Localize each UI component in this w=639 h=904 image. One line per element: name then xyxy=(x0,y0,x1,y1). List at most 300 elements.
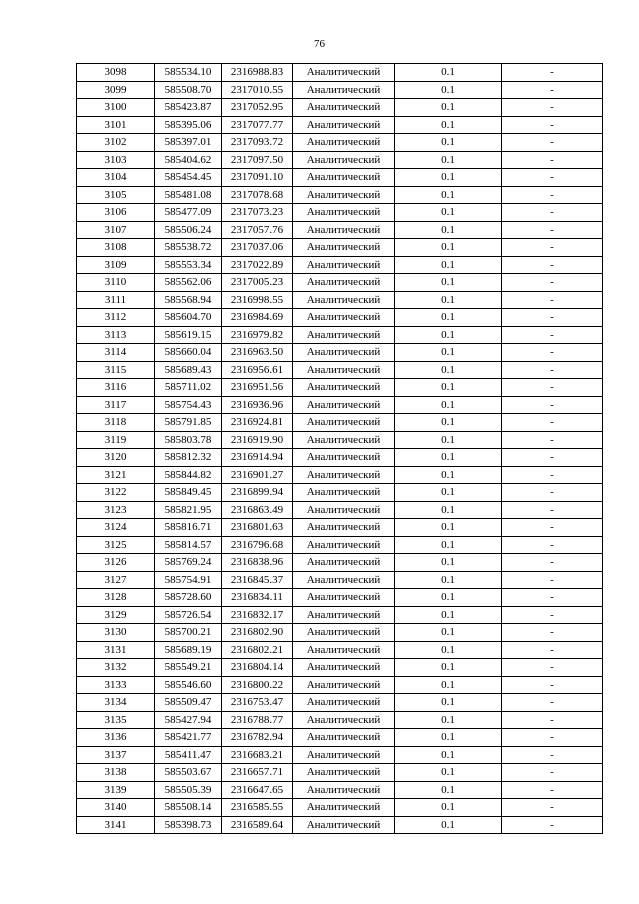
point-number-cell: 3138 xyxy=(77,764,155,782)
note-cell: - xyxy=(502,379,603,397)
method-cell: Аналитический xyxy=(293,64,395,82)
accuracy-cell: 0.1 xyxy=(395,571,502,589)
page-number: 76 xyxy=(314,38,325,50)
accuracy-cell: 0.1 xyxy=(395,781,502,799)
note-cell: - xyxy=(502,256,603,274)
point-number-cell: 3123 xyxy=(77,501,155,519)
table-row xyxy=(77,414,603,432)
accuracy-cell: 0.1 xyxy=(395,466,502,484)
note-cell: - xyxy=(502,711,603,729)
x-coordinate-cell: 585849.45 xyxy=(155,484,222,502)
accuracy-cell: 0.1 xyxy=(395,379,502,397)
table-row xyxy=(77,816,603,834)
x-coordinate-cell: 585398.73 xyxy=(155,816,222,834)
table-row xyxy=(77,256,603,274)
method-cell: Аналитический xyxy=(293,764,395,782)
point-number-cell: 3098 xyxy=(77,64,155,82)
point-number-cell: 3111 xyxy=(77,291,155,309)
method-cell: Аналитический xyxy=(293,379,395,397)
note-cell: - xyxy=(502,431,603,449)
y-coordinate-cell: 2316782.94 xyxy=(222,729,293,747)
y-coordinate-cell: 2316998.55 xyxy=(222,291,293,309)
x-coordinate-cell: 585726.54 xyxy=(155,606,222,624)
method-cell: Аналитический xyxy=(293,169,395,187)
method-cell: Аналитический xyxy=(293,361,395,379)
x-coordinate-cell: 585481.08 xyxy=(155,186,222,204)
point-number-cell: 3137 xyxy=(77,746,155,764)
accuracy-cell: 0.1 xyxy=(395,81,502,99)
accuracy-cell: 0.1 xyxy=(395,361,502,379)
point-number-cell: 3108 xyxy=(77,239,155,257)
y-coordinate-cell: 2316647.65 xyxy=(222,781,293,799)
note-cell: - xyxy=(502,151,603,169)
note-cell: - xyxy=(502,694,603,712)
table-row xyxy=(77,116,603,134)
x-coordinate-cell: 585791.85 xyxy=(155,414,222,432)
x-coordinate-cell: 585562.06 xyxy=(155,274,222,292)
method-cell: Аналитический xyxy=(293,519,395,537)
y-coordinate-cell: 2317022.89 xyxy=(222,256,293,274)
table-row xyxy=(77,536,603,554)
accuracy-cell: 0.1 xyxy=(395,274,502,292)
y-coordinate-cell: 2316984.69 xyxy=(222,309,293,327)
x-coordinate-cell: 585397.01 xyxy=(155,134,222,152)
accuracy-cell: 0.1 xyxy=(395,431,502,449)
table-row xyxy=(77,326,603,344)
method-cell: Аналитический xyxy=(293,536,395,554)
method-cell: Аналитический xyxy=(293,414,395,432)
point-number-cell: 3101 xyxy=(77,116,155,134)
accuracy-cell: 0.1 xyxy=(395,326,502,344)
point-number-cell: 3102 xyxy=(77,134,155,152)
point-number-cell: 3136 xyxy=(77,729,155,747)
y-coordinate-cell: 2316863.49 xyxy=(222,501,293,519)
x-coordinate-cell: 585728.60 xyxy=(155,589,222,607)
y-coordinate-cell: 2316956.61 xyxy=(222,361,293,379)
accuracy-cell: 0.1 xyxy=(395,711,502,729)
accuracy-cell: 0.1 xyxy=(395,729,502,747)
table-row xyxy=(77,659,603,677)
accuracy-cell: 0.1 xyxy=(395,414,502,432)
method-cell: Аналитический xyxy=(293,466,395,484)
method-cell: Аналитический xyxy=(293,746,395,764)
y-coordinate-cell: 2316800.22 xyxy=(222,676,293,694)
table-row xyxy=(77,519,603,537)
accuracy-cell: 0.1 xyxy=(395,344,502,362)
table-row xyxy=(77,151,603,169)
note-cell: - xyxy=(502,204,603,222)
point-number-cell: 3140 xyxy=(77,799,155,817)
x-coordinate-cell: 585421.77 xyxy=(155,729,222,747)
y-coordinate-cell: 2317097.50 xyxy=(222,151,293,169)
point-number-cell: 3100 xyxy=(77,99,155,117)
note-cell: - xyxy=(502,309,603,327)
x-coordinate-cell: 585821.95 xyxy=(155,501,222,519)
x-coordinate-cell: 585700.21 xyxy=(155,624,222,642)
point-number-cell: 3120 xyxy=(77,449,155,467)
table-row xyxy=(77,589,603,607)
method-cell: Аналитический xyxy=(293,291,395,309)
accuracy-cell: 0.1 xyxy=(395,641,502,659)
accuracy-cell: 0.1 xyxy=(395,221,502,239)
point-number-cell: 3132 xyxy=(77,659,155,677)
table-row xyxy=(77,431,603,449)
accuracy-cell: 0.1 xyxy=(395,169,502,187)
y-coordinate-cell: 2316796.68 xyxy=(222,536,293,554)
y-coordinate-cell: 2316924.81 xyxy=(222,414,293,432)
table-row xyxy=(77,606,603,624)
y-coordinate-cell: 2316899.94 xyxy=(222,484,293,502)
accuracy-cell: 0.1 xyxy=(395,116,502,134)
method-cell: Аналитический xyxy=(293,484,395,502)
method-cell: Аналитический xyxy=(293,659,395,677)
y-coordinate-cell: 2316834.11 xyxy=(222,589,293,607)
point-number-cell: 3116 xyxy=(77,379,155,397)
method-cell: Аналитический xyxy=(293,449,395,467)
x-coordinate-cell: 585411.47 xyxy=(155,746,222,764)
note-cell: - xyxy=(502,624,603,642)
note-cell: - xyxy=(502,589,603,607)
accuracy-cell: 0.1 xyxy=(395,764,502,782)
point-number-cell: 3107 xyxy=(77,221,155,239)
table-row xyxy=(77,729,603,747)
table-row xyxy=(77,361,603,379)
table-row xyxy=(77,396,603,414)
y-coordinate-cell: 2316936.96 xyxy=(222,396,293,414)
point-number-cell: 3129 xyxy=(77,606,155,624)
point-number-cell: 3099 xyxy=(77,81,155,99)
table-row xyxy=(77,501,603,519)
method-cell: Аналитический xyxy=(293,554,395,572)
note-cell: - xyxy=(502,501,603,519)
accuracy-cell: 0.1 xyxy=(395,449,502,467)
note-cell: - xyxy=(502,134,603,152)
accuracy-cell: 0.1 xyxy=(395,501,502,519)
table-row xyxy=(77,676,603,694)
x-coordinate-cell: 585553.34 xyxy=(155,256,222,274)
method-cell: Аналитический xyxy=(293,116,395,134)
x-coordinate-cell: 585816.71 xyxy=(155,519,222,537)
point-number-cell: 3131 xyxy=(77,641,155,659)
point-number-cell: 3103 xyxy=(77,151,155,169)
table-row xyxy=(77,379,603,397)
x-coordinate-cell: 585754.43 xyxy=(155,396,222,414)
note-cell: - xyxy=(502,554,603,572)
note-cell: - xyxy=(502,344,603,362)
table-row xyxy=(77,694,603,712)
accuracy-cell: 0.1 xyxy=(395,554,502,572)
method-cell: Аналитический xyxy=(293,799,395,817)
method-cell: Аналитический xyxy=(293,186,395,204)
table-row xyxy=(77,746,603,764)
x-coordinate-cell: 585812.32 xyxy=(155,449,222,467)
table-row xyxy=(77,554,603,572)
note-cell: - xyxy=(502,484,603,502)
accuracy-cell: 0.1 xyxy=(395,396,502,414)
method-cell: Аналитический xyxy=(293,81,395,99)
x-coordinate-cell: 585689.43 xyxy=(155,361,222,379)
point-number-cell: 3104 xyxy=(77,169,155,187)
table-row xyxy=(77,134,603,152)
y-coordinate-cell: 2316802.90 xyxy=(222,624,293,642)
method-cell: Аналитический xyxy=(293,396,395,414)
y-coordinate-cell: 2317052.95 xyxy=(222,99,293,117)
x-coordinate-cell: 585711.02 xyxy=(155,379,222,397)
table-row xyxy=(77,291,603,309)
x-coordinate-cell: 585427.94 xyxy=(155,711,222,729)
method-cell: Аналитический xyxy=(293,204,395,222)
note-cell: - xyxy=(502,519,603,537)
y-coordinate-cell: 2317037.06 xyxy=(222,239,293,257)
x-coordinate-cell: 585508.14 xyxy=(155,799,222,817)
note-cell: - xyxy=(502,414,603,432)
point-number-cell: 3109 xyxy=(77,256,155,274)
method-cell: Аналитический xyxy=(293,151,395,169)
accuracy-cell: 0.1 xyxy=(395,536,502,554)
accuracy-cell: 0.1 xyxy=(395,694,502,712)
note-cell: - xyxy=(502,641,603,659)
method-cell: Аналитический xyxy=(293,326,395,344)
accuracy-cell: 0.1 xyxy=(395,606,502,624)
y-coordinate-cell: 2317093.72 xyxy=(222,134,293,152)
note-cell: - xyxy=(502,799,603,817)
x-coordinate-cell: 585844.82 xyxy=(155,466,222,484)
method-cell: Аналитический xyxy=(293,501,395,519)
y-coordinate-cell: 2316845.37 xyxy=(222,571,293,589)
table-row xyxy=(77,711,603,729)
table-row xyxy=(77,449,603,467)
table-row xyxy=(77,571,603,589)
table-row xyxy=(77,99,603,117)
table-row xyxy=(77,186,603,204)
y-coordinate-cell: 2316988.83 xyxy=(222,64,293,82)
point-number-cell: 3113 xyxy=(77,326,155,344)
y-coordinate-cell: 2316585.55 xyxy=(222,799,293,817)
note-cell: - xyxy=(502,274,603,292)
y-coordinate-cell: 2317078.68 xyxy=(222,186,293,204)
x-coordinate-cell: 585814.57 xyxy=(155,536,222,554)
accuracy-cell: 0.1 xyxy=(395,624,502,642)
method-cell: Аналитический xyxy=(293,641,395,659)
accuracy-cell: 0.1 xyxy=(395,256,502,274)
note-cell: - xyxy=(502,816,603,834)
y-coordinate-cell: 2316832.17 xyxy=(222,606,293,624)
note-cell: - xyxy=(502,781,603,799)
y-coordinate-cell: 2317091.10 xyxy=(222,169,293,187)
point-number-cell: 3135 xyxy=(77,711,155,729)
x-coordinate-cell: 585549.21 xyxy=(155,659,222,677)
accuracy-cell: 0.1 xyxy=(395,816,502,834)
method-cell: Аналитический xyxy=(293,274,395,292)
y-coordinate-cell: 2316657.71 xyxy=(222,764,293,782)
y-coordinate-cell: 2316801.63 xyxy=(222,519,293,537)
point-number-cell: 3115 xyxy=(77,361,155,379)
y-coordinate-cell: 2316901.27 xyxy=(222,466,293,484)
point-number-cell: 3121 xyxy=(77,466,155,484)
point-number-cell: 3130 xyxy=(77,624,155,642)
method-cell: Аналитический xyxy=(293,676,395,694)
method-cell: Аналитический xyxy=(293,134,395,152)
note-cell: - xyxy=(502,221,603,239)
note-cell: - xyxy=(502,676,603,694)
accuracy-cell: 0.1 xyxy=(395,204,502,222)
x-coordinate-cell: 585538.72 xyxy=(155,239,222,257)
note-cell: - xyxy=(502,396,603,414)
method-cell: Аналитический xyxy=(293,239,395,257)
x-coordinate-cell: 585803.78 xyxy=(155,431,222,449)
method-cell: Аналитический xyxy=(293,729,395,747)
note-cell: - xyxy=(502,81,603,99)
point-number-cell: 3118 xyxy=(77,414,155,432)
point-number-cell: 3125 xyxy=(77,536,155,554)
note-cell: - xyxy=(502,764,603,782)
note-cell: - xyxy=(502,449,603,467)
y-coordinate-cell: 2317077.77 xyxy=(222,116,293,134)
y-coordinate-cell: 2316951.56 xyxy=(222,379,293,397)
x-coordinate-cell: 585754.91 xyxy=(155,571,222,589)
note-cell: - xyxy=(502,466,603,484)
point-number-cell: 3139 xyxy=(77,781,155,799)
method-cell: Аналитический xyxy=(293,816,395,834)
y-coordinate-cell: 2317057.76 xyxy=(222,221,293,239)
x-coordinate-cell: 585568.94 xyxy=(155,291,222,309)
x-coordinate-cell: 585505.39 xyxy=(155,781,222,799)
x-coordinate-cell: 585546.60 xyxy=(155,676,222,694)
point-number-cell: 3112 xyxy=(77,309,155,327)
table-row xyxy=(77,221,603,239)
method-cell: Аналитический xyxy=(293,694,395,712)
method-cell: Аналитический xyxy=(293,221,395,239)
x-coordinate-cell: 585404.62 xyxy=(155,151,222,169)
y-coordinate-cell: 2316914.94 xyxy=(222,449,293,467)
accuracy-cell: 0.1 xyxy=(395,239,502,257)
y-coordinate-cell: 2316589.64 xyxy=(222,816,293,834)
accuracy-cell: 0.1 xyxy=(395,291,502,309)
accuracy-cell: 0.1 xyxy=(395,99,502,117)
accuracy-cell: 0.1 xyxy=(395,519,502,537)
y-coordinate-cell: 2316802.21 xyxy=(222,641,293,659)
x-coordinate-cell: 585506.24 xyxy=(155,221,222,239)
point-number-cell: 3141 xyxy=(77,816,155,834)
note-cell: - xyxy=(502,746,603,764)
method-cell: Аналитический xyxy=(293,606,395,624)
accuracy-cell: 0.1 xyxy=(395,151,502,169)
note-cell: - xyxy=(502,326,603,344)
y-coordinate-cell: 2316838.96 xyxy=(222,554,293,572)
accuracy-cell: 0.1 xyxy=(395,746,502,764)
note-cell: - xyxy=(502,606,603,624)
method-cell: Аналитический xyxy=(293,571,395,589)
table-row xyxy=(77,799,603,817)
accuracy-cell: 0.1 xyxy=(395,589,502,607)
point-number-cell: 3127 xyxy=(77,571,155,589)
point-number-cell: 3126 xyxy=(77,554,155,572)
table-row xyxy=(77,484,603,502)
x-coordinate-cell: 585619.15 xyxy=(155,326,222,344)
point-number-cell: 3122 xyxy=(77,484,155,502)
note-cell: - xyxy=(502,169,603,187)
point-number-cell: 3110 xyxy=(77,274,155,292)
accuracy-cell: 0.1 xyxy=(395,484,502,502)
method-cell: Аналитический xyxy=(293,711,395,729)
y-coordinate-cell: 2316963.50 xyxy=(222,344,293,362)
point-number-cell: 3133 xyxy=(77,676,155,694)
note-cell: - xyxy=(502,536,603,554)
point-number-cell: 3105 xyxy=(77,186,155,204)
note-cell: - xyxy=(502,186,603,204)
y-coordinate-cell: 2316979.82 xyxy=(222,326,293,344)
x-coordinate-cell: 585477.09 xyxy=(155,204,222,222)
table-row xyxy=(77,624,603,642)
table-row xyxy=(77,274,603,292)
point-number-cell: 3128 xyxy=(77,589,155,607)
point-number-cell: 3117 xyxy=(77,396,155,414)
table-row xyxy=(77,309,603,327)
method-cell: Аналитический xyxy=(293,589,395,607)
accuracy-cell: 0.1 xyxy=(395,659,502,677)
point-number-cell: 3124 xyxy=(77,519,155,537)
table-row xyxy=(77,64,603,82)
x-coordinate-cell: 585769.24 xyxy=(155,554,222,572)
point-number-cell: 3134 xyxy=(77,694,155,712)
method-cell: Аналитический xyxy=(293,344,395,362)
table-row xyxy=(77,169,603,187)
x-coordinate-cell: 585509.47 xyxy=(155,694,222,712)
y-coordinate-cell: 2317005.23 xyxy=(222,274,293,292)
note-cell: - xyxy=(502,729,603,747)
note-cell: - xyxy=(502,116,603,134)
y-coordinate-cell: 2316683.21 xyxy=(222,746,293,764)
table-row xyxy=(77,641,603,659)
coordinates-table xyxy=(76,63,603,834)
x-coordinate-cell: 585423.87 xyxy=(155,99,222,117)
method-cell: Аналитический xyxy=(293,99,395,117)
note-cell: - xyxy=(502,99,603,117)
x-coordinate-cell: 585395.06 xyxy=(155,116,222,134)
y-coordinate-cell: 2317010.55 xyxy=(222,81,293,99)
table-row xyxy=(77,764,603,782)
x-coordinate-cell: 585454.45 xyxy=(155,169,222,187)
note-cell: - xyxy=(502,659,603,677)
method-cell: Аналитический xyxy=(293,624,395,642)
method-cell: Аналитический xyxy=(293,309,395,327)
table-row xyxy=(77,781,603,799)
method-cell: Аналитический xyxy=(293,431,395,449)
table-row xyxy=(77,81,603,99)
y-coordinate-cell: 2316804.14 xyxy=(222,659,293,677)
table-body xyxy=(77,64,603,834)
note-cell: - xyxy=(502,64,603,82)
table-row xyxy=(77,239,603,257)
x-coordinate-cell: 585503.67 xyxy=(155,764,222,782)
accuracy-cell: 0.1 xyxy=(395,186,502,204)
y-coordinate-cell: 2317073.23 xyxy=(222,204,293,222)
accuracy-cell: 0.1 xyxy=(395,134,502,152)
accuracy-cell: 0.1 xyxy=(395,309,502,327)
x-coordinate-cell: 585660.04 xyxy=(155,344,222,362)
note-cell: - xyxy=(502,571,603,589)
note-cell: - xyxy=(502,361,603,379)
note-cell: - xyxy=(502,239,603,257)
table-row xyxy=(77,466,603,484)
x-coordinate-cell: 585689.19 xyxy=(155,641,222,659)
y-coordinate-cell: 2316788.77 xyxy=(222,711,293,729)
point-number-cell: 3106 xyxy=(77,204,155,222)
table-row xyxy=(77,344,603,362)
y-coordinate-cell: 2316753.47 xyxy=(222,694,293,712)
note-cell: - xyxy=(502,291,603,309)
x-coordinate-cell: 585604.70 xyxy=(155,309,222,327)
